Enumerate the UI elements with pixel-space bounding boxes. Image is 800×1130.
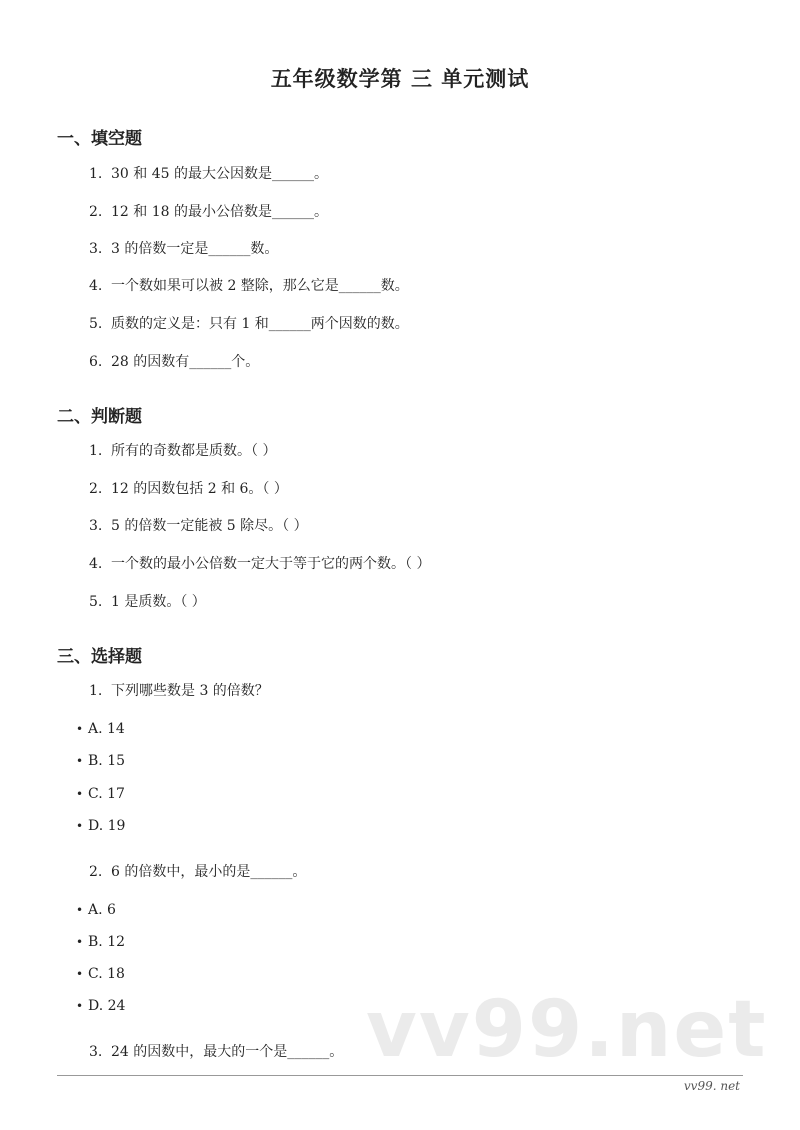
watermark: vv99.net (366, 985, 768, 1075)
question-item (89, 863, 306, 881)
question-number: 5. (89, 594, 103, 610)
question-text: 6 的倍数中，最小的是______。 (111, 864, 307, 880)
question-item (89, 480, 288, 498)
question-number: 4. (89, 278, 103, 294)
footer-divider (57, 1075, 743, 1076)
question-number: 5. (89, 316, 103, 332)
question-item (89, 555, 430, 573)
question-item (89, 353, 259, 371)
question-item (89, 1043, 343, 1061)
question-text: 一个数的最小公倍数一定大于等于它的两个数。（ ） (111, 556, 431, 572)
question-number: 6. (89, 354, 103, 370)
bullet-icon: • (76, 999, 84, 1013)
bullet-icon: • (76, 967, 84, 981)
bullet-icon: • (76, 903, 84, 917)
question-item (89, 682, 269, 700)
question-text: 12 的因数包括 2 和 6。（ ） (111, 481, 288, 497)
option-item (76, 752, 125, 770)
bullet-icon: • (76, 819, 84, 833)
option-text: B. 12 (88, 934, 126, 950)
question-item (89, 240, 278, 258)
question-text: 下列哪些数是 3 的倍数？ (111, 683, 269, 699)
option-text: C. 17 (88, 786, 125, 802)
option-text: D. 19 (88, 818, 126, 834)
option-text: C. 18 (88, 966, 125, 982)
question-item (89, 277, 409, 295)
option-item (76, 933, 125, 951)
section-heading-fill-in: 一、填空题 (57, 129, 142, 149)
question-number: 3. (89, 518, 103, 534)
question-item (89, 442, 276, 460)
option-item (76, 785, 125, 803)
page-title: 五年级数学第 三 单元测试 (270, 67, 530, 91)
question-item (89, 203, 328, 221)
question-text: 24 的因数中，最大的一个是______。 (111, 1044, 344, 1060)
question-text: 质数的定义是：只有 1 和______两个因数的数。 (111, 316, 409, 332)
question-number: 2. (89, 481, 103, 497)
question-text: 5 的倍数一定能被 5 除尽。（ ） (111, 518, 308, 534)
option-text: B. 15 (88, 753, 126, 769)
question-number: 1. (89, 166, 103, 182)
question-item (89, 593, 206, 611)
option-text: D. 24 (88, 998, 126, 1014)
question-text: 28 的因数有______个。 (111, 354, 260, 370)
question-number: 4. (89, 556, 103, 572)
question-item (89, 315, 409, 333)
option-item (76, 720, 125, 738)
question-number: 1. (89, 443, 103, 459)
question-item (89, 517, 308, 535)
question-text: 3 的倍数一定是______数。 (111, 241, 279, 257)
option-item (76, 997, 125, 1015)
section-heading-true-false: 二、判断题 (57, 407, 142, 427)
option-text: A. 6 (88, 902, 116, 918)
option-item (76, 817, 125, 835)
bullet-icon: • (76, 722, 84, 736)
option-text: A. 14 (88, 721, 125, 737)
option-item (76, 901, 116, 919)
bullet-icon: • (76, 787, 84, 801)
question-number: 2. (89, 204, 103, 220)
question-text: 12 和 18 的最小公倍数是______。 (111, 204, 328, 220)
question-text: 一个数如果可以被 2 整除，那么它是______数。 (111, 278, 409, 294)
question-number: 3. (89, 241, 103, 257)
bullet-icon: • (76, 935, 84, 949)
question-item (89, 165, 328, 183)
question-number: 1. (89, 683, 103, 699)
section-heading-multiple-choice: 三、选择题 (57, 647, 142, 667)
question-number: 2. (89, 864, 103, 880)
question-number: 3. (89, 1044, 103, 1060)
bullet-icon: • (76, 754, 84, 768)
question-text: 30 和 45 的最大公因数是______。 (111, 166, 328, 182)
footer-site-label: vv99. net (683, 1079, 740, 1093)
option-item (76, 965, 125, 983)
question-text: 所有的奇数都是质数。（ ） (111, 443, 277, 459)
question-text: 1 是质数。（ ） (111, 594, 206, 610)
